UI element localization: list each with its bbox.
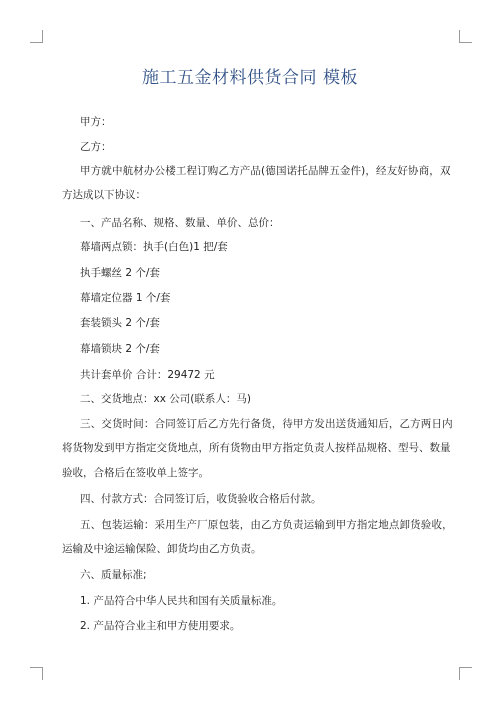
quality-item-2: 2. 产品符合业主和甲方使用要求。 — [80, 620, 241, 632]
item-line: 幕墙锁块 2 个/套 — [80, 343, 160, 355]
document-title: 施工五金材料供货合同 模板 — [142, 68, 358, 88]
section-2-line: 二、交货地点：xx 公司(联系人：马) — [80, 393, 251, 405]
section-5-line-1: 五、包装运输：采用生产厂原包装，由乙方负责运输到甲方指定地点卸货验收， — [80, 519, 453, 531]
item-line: 幕墙定位器 1 个/套 — [80, 292, 171, 304]
total-line: 共计套单价 合计：29472 元 — [80, 369, 215, 381]
section-4-line: 四、付款方式：合同签订后，收货验收合格后付款。 — [80, 493, 322, 505]
section-3-line-1: 三、交货时间：合同签订后乙方先行备货，待甲方发出送货通知后，乙方两日内 — [80, 418, 453, 430]
quality-item-1: 1. 产品符合中华人民共和国有关质量标准。 — [80, 595, 283, 607]
preamble-line-2: 方达成以下协议： — [62, 189, 146, 201]
section-3-line-2: 将货物发到甲方指定交货地点，所有货物由甲方指定负责人按样品规格、型号、数量 — [62, 442, 451, 454]
item-line: 执手螺丝 2 个/套 — [80, 267, 160, 279]
corner-mark-top-right — [459, 30, 472, 43]
section-1-heading: 一、产品名称、规格、数量、单价、总价： — [80, 217, 280, 229]
corner-mark-top-left — [30, 30, 43, 43]
section-6-heading: 六、质量标准; — [80, 569, 147, 581]
preamble-line-1: 甲方就中航材办公楼工程订购乙方产品(德国诺托品牌五金件)，经友好协商，双 — [80, 165, 451, 177]
item-line: 套装锁头 2 个/套 — [80, 317, 160, 329]
corner-mark-bottom-right — [459, 667, 472, 680]
section-3-line-3: 验收，合格后在签收单上签字。 — [62, 467, 209, 479]
corner-mark-bottom-left — [30, 667, 43, 680]
section-5-line-2: 运输及中途运输保险、卸货均由乙方负责。 — [62, 543, 262, 555]
party-b-line: 乙方： — [80, 141, 112, 153]
party-a-line: 甲方： — [80, 116, 112, 128]
item-line: 幕墙两点锁：执手(白色)1 把/套 — [80, 241, 228, 253]
